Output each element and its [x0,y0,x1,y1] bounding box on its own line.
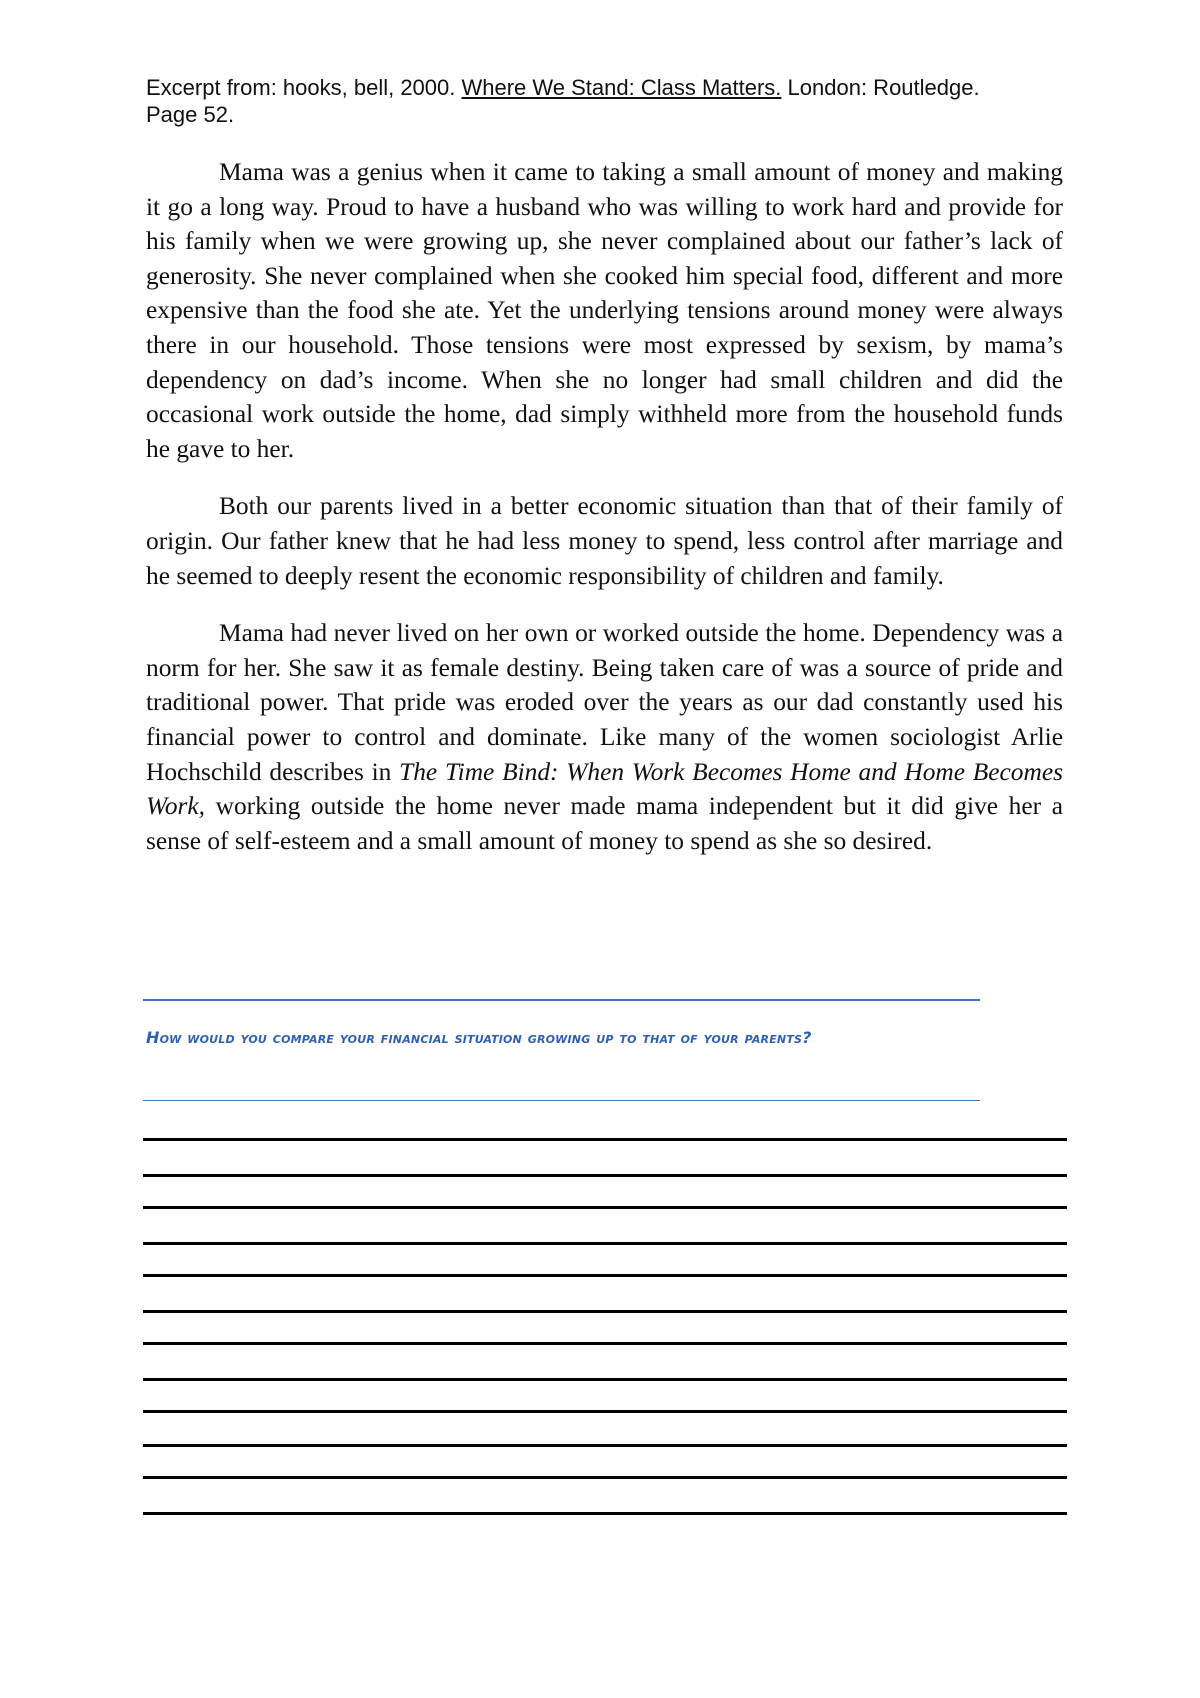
excerpt-body [146,155,1063,858]
excerpt-paragraph-3 [146,616,1063,858]
answer-line[interactable] [143,1410,1067,1413]
answer-line[interactable] [143,1206,1067,1209]
citation-header [146,74,1076,128]
answer-line[interactable] [143,1174,1067,1177]
question-top-rule [143,999,980,1001]
question-bottom-rule [143,1100,980,1101]
answer-line[interactable] [143,1512,1067,1515]
answer-line[interactable] [143,1242,1067,1245]
answer-line[interactable] [143,1274,1067,1277]
excerpt-paragraph-1: Mama was a genius when it came to taking a small amount of money and making it go a long way. Proud to have a husband who was willing to work hard and provide for his family when we were growing up, she never complained about our father’s lack of generosity. She never complained when she cooked him special food, different and more expensive than the food she ate. Yet the underlying tensions around money were always there in our household. Those tensions were most expressed by sexism, by mama’s dependency on dad’s income. When she no longer had small children and did the occasional work outside the home, dad simply withheld more from the household funds he gave to her. [146,158,1063,463]
excerpt-paragraph-3-before: Mama had never lived on her own or worked outside the home. Dependency was a norm for her. She saw it as female destiny. Being taken care of was a source of pride and traditional power. That pride was eroded over the years as our dad constantly used his financial power to control and dominate. Like many of the women sociologist Arlie Hochschild describes in [146,619,1063,786]
excerpt-paragraph-3-after: working outside the home never made mama independent but it did give her a sense of self-esteem and a small amount of money to spend as she so desired. [146,792,1063,855]
citation-suffix: London: Routledge. [781,75,980,100]
answer-line[interactable] [143,1138,1067,1141]
cited-book-title: The Time Bind: When Work Becomes Home and Home Becomes Work, [146,757,1063,821]
citation-page: Page 52. [146,102,235,127]
citation-prefix: Excerpt from: hooks, bell, 2000. [146,75,462,100]
answer-line[interactable] [143,1444,1067,1447]
excerpt-paragraph-2: Both our parents lived in a better economic situation than that of their family of origin. Our father knew that he had less money to spend, less control after marriage and he seemed to deeply resent the economic responsibility of children and family. [146,492,1063,590]
answer-line[interactable] [143,1342,1067,1345]
answer-line[interactable] [143,1476,1067,1479]
answer-line[interactable] [143,1310,1067,1313]
answer-line[interactable] [143,1378,1067,1381]
citation-book-title: Where We Stand: Class Matters. [461,75,782,100]
reflection-question: How would you compare your financial situation growing up to that of your parents? [146,1028,812,1047]
